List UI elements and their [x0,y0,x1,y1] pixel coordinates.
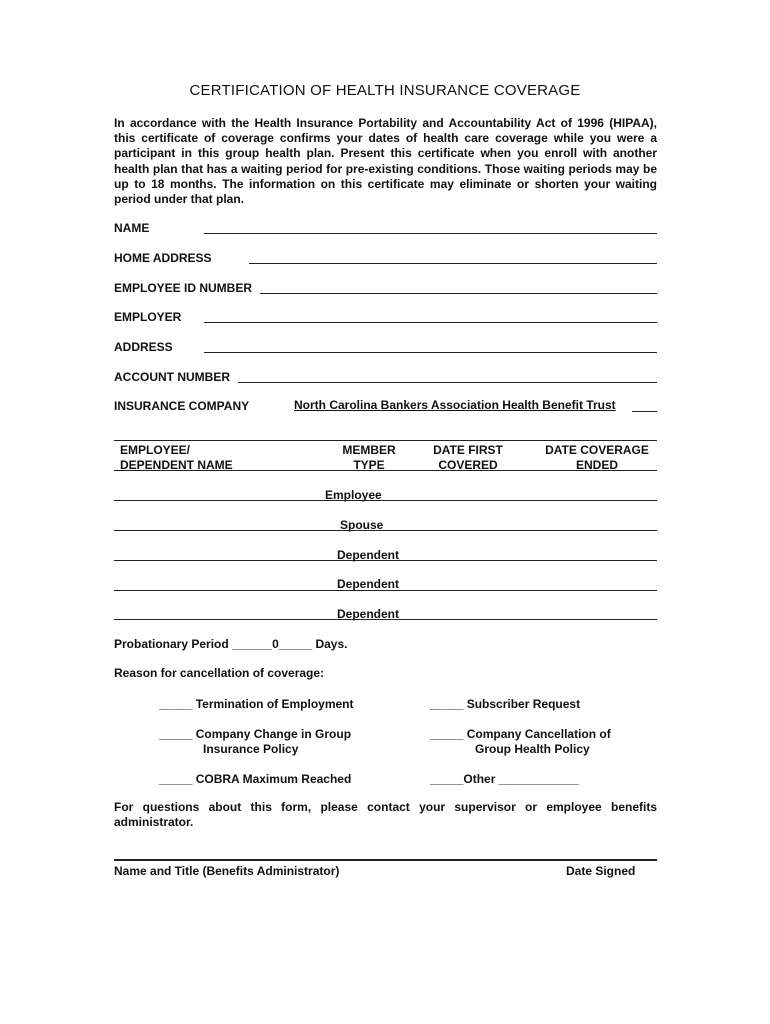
option-cobra[interactable]: _____ COBRA Maximum Reached [159,772,352,786]
option-subscriber-request[interactable]: _____ Subscriber Request [430,697,581,711]
col-header-datefirst-line2: COVERED [438,458,498,472]
insurance-company-line-tail [632,411,657,412]
home-address-field-line[interactable] [249,263,657,264]
table-row-type: Spouse [340,518,384,532]
account-number-field-line[interactable] [238,382,657,383]
col-header-member-type [330,443,408,473]
col-header-name [114,443,250,473]
employee-id-label: EMPLOYEE ID NUMBER [114,281,253,295]
account-number-label: ACCOUNT NUMBER [114,370,230,384]
intro-paragraph: In accordance with the Health Insurance Portability and Accountability Act of 1996 (HIPAA), this certificate of coverage confirms your dates of health care coverage while you were a participant in this group health plan. Present this certificate when you enroll with another health plan that has a waiting period for pre-existing conditions. Those waiting periods may be up to 18 months. The information on this certificate may eliminate or shorten your waiting period under that plan. [114,116,657,207]
col-header-datefirst-line1: DATE FIRST [433,443,503,457]
col-header-name-line2: DEPENDENT NAME [120,458,233,472]
address-label: ADDRESS [114,340,173,354]
table-row-type: Employee [325,488,382,502]
table-row-type: Dependent [337,607,400,621]
insurance-company-label: INSURANCE COMPANY [114,399,250,413]
col-header-dateended-line1: DATE COVERAGE [545,443,649,457]
option-company-change-line2: Insurance Policy [203,742,299,756]
col-header-member-line1: MEMBER [342,443,396,457]
employer-field-line[interactable] [204,322,657,323]
table-row-type: Dependent [337,548,400,562]
col-header-dateended-line2: ENDED [575,458,618,472]
option-termination[interactable]: _____ Termination of Employment [159,697,354,711]
signature-date-label: Date Signed [566,864,636,878]
signature-name-title-label: Name and Title (Benefits Administrator) [114,864,340,878]
reason-label: Reason for cancellation of coverage: [114,666,325,680]
address-field-line[interactable] [204,352,657,353]
page-title: CERTIFICATION OF HEALTH INSURANCE COVERAGE [189,82,581,99]
col-header-member-line2: TYPE [353,458,385,472]
table-row-line[interactable] [114,500,657,501]
col-header-date-ended [537,443,657,473]
option-other[interactable]: _____Other ____________ [430,772,579,786]
employee-id-field-line[interactable] [260,293,657,294]
home-address-label: HOME ADDRESS [114,251,212,265]
option-company-cancel-line2: Group Health Policy [475,742,590,756]
col-header-name-line1: EMPLOYEE/ [120,443,191,457]
employer-label: EMPLOYER [114,310,182,324]
option-company-change[interactable] [159,727,351,757]
table-row-line[interactable] [114,530,657,531]
name-label: NAME [114,221,150,235]
signature-line[interactable] [114,859,657,861]
col-header-date-first [423,443,513,473]
table-top-rule [114,440,657,441]
option-company-cancellation[interactable] [430,727,611,757]
table-header-rule [114,470,657,471]
table-row-type: Dependent [337,577,400,591]
questions-paragraph: For questions about this form, please contact your supervisor or employee benefits administrator. [114,800,657,830]
name-field-line[interactable] [204,233,657,234]
option-company-change-line1: _____ Company Change in Group [159,727,352,741]
probationary-period: Probationary Period ______0_____ Days. [114,637,348,651]
option-company-cancel-line1: _____ Company Cancellation of [430,727,611,741]
insurance-company-value: North Carolina Bankers Association Health Benefit Trust [294,398,616,412]
